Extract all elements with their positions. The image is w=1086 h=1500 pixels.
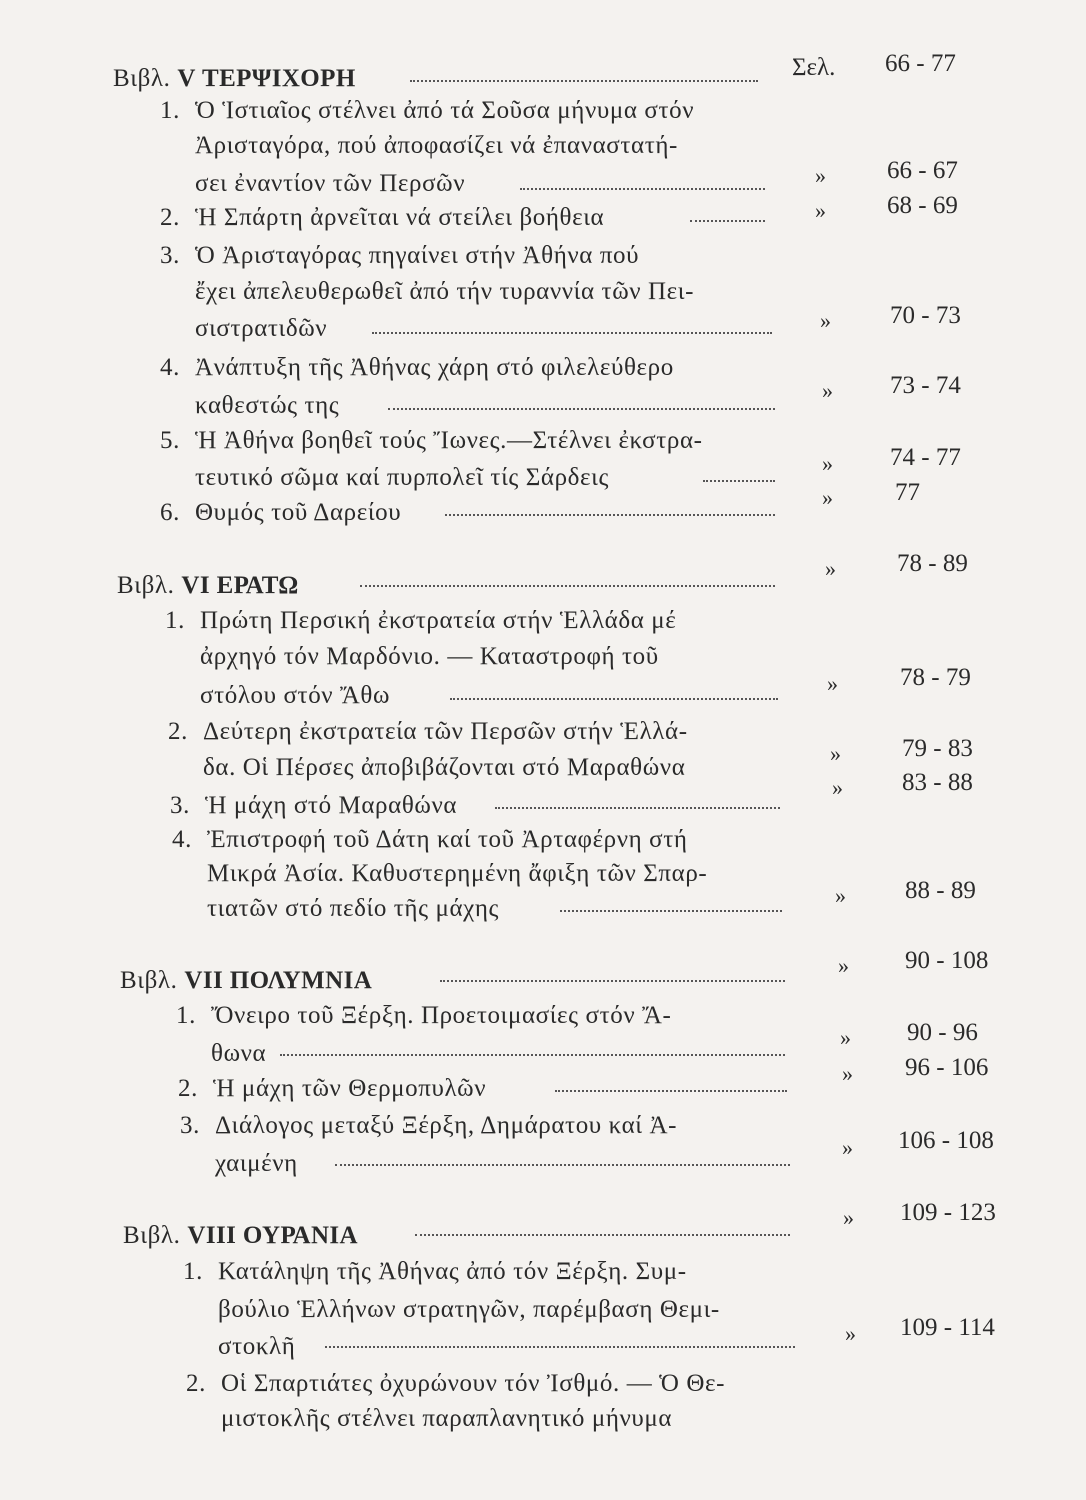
item-number: 2. bbox=[160, 204, 180, 231]
book-title: VII ΠΟΛΥΜΝΙΑ bbox=[184, 967, 373, 994]
item-pages: 66 - 67 bbox=[887, 157, 958, 184]
leader-dots bbox=[450, 688, 778, 700]
ditto-mark: » bbox=[822, 378, 833, 403]
leader-dots bbox=[560, 900, 782, 912]
book-heading bbox=[113, 63, 356, 95]
item-pages: 70 - 73 bbox=[890, 302, 961, 329]
item-number: 5. bbox=[160, 427, 180, 454]
book-prefix: Βιβλ. bbox=[117, 572, 175, 599]
sel-label: Σελ. bbox=[792, 54, 836, 81]
ditto-mark: » bbox=[825, 556, 836, 581]
ditto-mark: » bbox=[827, 671, 838, 696]
book-pages: 109 - 123 bbox=[900, 1199, 996, 1226]
leader-dots bbox=[690, 210, 765, 222]
book-pages: 66 - 77 bbox=[885, 50, 956, 77]
ditto-mark: » bbox=[820, 308, 831, 333]
item-pages: 90 - 96 bbox=[907, 1019, 978, 1046]
book-title: VIII ΟΥΡΑΝΙΑ bbox=[187, 1222, 358, 1249]
item-text-line: δα. Οἱ Πέρσες ἀποβιβάζονται στό Μαραθώνα bbox=[203, 754, 686, 781]
item-pages: 77 bbox=[895, 479, 920, 506]
item-text-line: χαιμένη bbox=[215, 1150, 298, 1177]
ditto-mark: » bbox=[815, 198, 826, 223]
leader-dots bbox=[325, 1336, 795, 1348]
item-number: 3. bbox=[160, 242, 180, 269]
item-pages: 78 - 79 bbox=[900, 664, 971, 691]
item-pages: 73 - 74 bbox=[890, 372, 961, 399]
book-prefix: Βιβλ. bbox=[120, 967, 178, 994]
book-heading bbox=[117, 570, 299, 602]
item-text-line: τευτικό σῶμα καί πυρπολεῖ τίς Σάρδεις bbox=[195, 464, 609, 491]
leader-dots bbox=[440, 970, 785, 982]
leader-dots bbox=[445, 504, 775, 516]
leader-dots bbox=[372, 322, 772, 334]
item-text-line: Δεύτερη ἐκστρατεία τῶν Περσῶν στήν Ἑλλά- bbox=[203, 718, 688, 745]
leader-dots bbox=[415, 1224, 790, 1236]
item-pages: 83 - 88 bbox=[902, 769, 973, 796]
item-text-line: θωνα bbox=[211, 1040, 267, 1067]
item-text-line: Ὁ Ἀρισταγόρας πηγαίνει στήν Ἀθήνα πού bbox=[195, 242, 640, 269]
item-pages: 79 - 83 bbox=[902, 735, 973, 762]
item-text-line: ἀρχηγό τόν Μαρδόνιο. — Καταστροφή τοῦ bbox=[200, 643, 659, 670]
ditto-mark: » bbox=[835, 883, 846, 908]
item-number: 2. bbox=[178, 1075, 198, 1102]
item-number: 3. bbox=[180, 1112, 200, 1139]
item-text-line: Πρώτη Περσική ἐκστρατεία στήν Ἑλλάδα μέ bbox=[200, 607, 677, 634]
book-pages: 78 - 89 bbox=[897, 550, 968, 577]
book-heading bbox=[120, 965, 372, 997]
leader-dots bbox=[555, 1080, 787, 1092]
item-number: 2. bbox=[168, 718, 188, 745]
book-prefix: Βιβλ. bbox=[113, 65, 171, 92]
book-prefix: Βιβλ. bbox=[123, 1222, 181, 1249]
ditto-mark: » bbox=[830, 741, 841, 766]
item-number: 2. bbox=[186, 1370, 206, 1397]
item-pages: 74 - 77 bbox=[890, 444, 961, 471]
ditto-mark: » bbox=[845, 1321, 856, 1346]
book-title: V ΤΕΡΨΙΧΟΡΗ bbox=[177, 65, 356, 92]
leader-dots bbox=[280, 1044, 785, 1056]
item-text-line: Ἀρισταγόρα, πού ἀποφασίζει νά ἐπαναστατή- bbox=[195, 132, 678, 159]
item-text-line: Κατάληψη τῆς Ἀθήνας ἀπό τόν Ξέρξη. Συμ- bbox=[218, 1258, 687, 1285]
item-text-line: Ἡ μάχη τῶν Θερμοπυλῶν bbox=[213, 1075, 487, 1102]
leader-dots bbox=[388, 398, 775, 410]
leader-dots bbox=[335, 1154, 790, 1166]
item-text-line: Διάλογος μεταξύ Ξέρξη, Δημάρατου καί Ἀ- bbox=[215, 1112, 678, 1139]
item-number: 1. bbox=[165, 607, 185, 634]
item-text-line: Ἀνάπτυξη τῆς Ἀθήνας χάρη στό φιλελεύθερο bbox=[195, 354, 674, 381]
item-pages: 68 - 69 bbox=[887, 192, 958, 219]
ditto-mark: » bbox=[842, 1061, 853, 1086]
item-text-line: Ὄνειρο τοῦ Ξέρξη. Προετοιμασίες στόν Ἄ- bbox=[211, 1002, 672, 1029]
item-text-line: στοκλῆ bbox=[218, 1333, 296, 1360]
item-pages: 106 - 108 bbox=[898, 1127, 994, 1154]
ditto-mark: » bbox=[840, 1025, 851, 1050]
item-text-line: Ἡ Σπάρτη ἀρνεῖται νά στείλει βοήθεια bbox=[195, 204, 605, 231]
book-heading bbox=[123, 1220, 358, 1252]
leader-dots bbox=[410, 70, 758, 82]
book-title: VI ΕΡΑΤΩ bbox=[181, 572, 299, 599]
item-text-line: Ὁ Ἱστιαῖος στέλνει ἀπό τά Σοῦσα μήνυμα στόν bbox=[195, 97, 695, 124]
item-text-line: Ἐπιστροφή τοῦ Δάτη καί τοῦ Ἀρταφέρνη στή bbox=[207, 826, 688, 853]
item-text-line: Μικρά Ἀσία. Καθυστερημένη ἄφιξη τῶν Σπαρ- bbox=[207, 860, 708, 887]
item-number: 6. bbox=[160, 499, 180, 526]
item-text-line: Ἡ Ἀθήνα βοηθεῖ τούς Ἴωνες.—Στέλνει ἐκστρα- bbox=[195, 427, 703, 454]
item-text-line: Θυμός τοῦ Δαρείου bbox=[195, 499, 402, 526]
ditto-mark: » bbox=[842, 1135, 853, 1160]
item-text-line: σει ἐναντίον τῶν Περσῶν bbox=[195, 170, 466, 197]
item-pages: 88 - 89 bbox=[905, 877, 976, 904]
item-number: 4. bbox=[160, 354, 180, 381]
item-text-line: ἔχει ἀπελευθερωθεῖ ἀπό τήν τυραννία τῶν Πει- bbox=[195, 278, 695, 305]
leader-dots bbox=[360, 575, 775, 587]
leader-dots bbox=[495, 797, 780, 809]
item-text-line: σιστρατιδῶν bbox=[195, 315, 328, 342]
leader-dots bbox=[520, 178, 765, 190]
ditto-mark: » bbox=[843, 1205, 854, 1230]
item-pages: 96 - 106 bbox=[905, 1054, 989, 1081]
leader-dots bbox=[703, 470, 775, 482]
item-number: 1. bbox=[160, 97, 180, 124]
item-text-line: καθεστώς της bbox=[195, 392, 340, 419]
item-number: 1. bbox=[176, 1002, 196, 1029]
item-text-line: Οἱ Σπαρτιάτες ὀχυρώνουν τόν Ἰσθμό. — Ὁ Θε- bbox=[221, 1370, 726, 1397]
ditto-mark: » bbox=[838, 953, 849, 978]
item-number: 3. bbox=[170, 792, 190, 819]
ditto-mark: » bbox=[815, 163, 826, 188]
item-text-line: μιστοκλῆς στέλνει παραπλανητικό μήνυμα bbox=[221, 1405, 673, 1432]
item-number: 4. bbox=[172, 826, 192, 853]
ditto-mark: » bbox=[822, 485, 833, 510]
ditto-mark: » bbox=[822, 451, 833, 476]
item-text-line: τιατῶν στό πεδίο τῆς μάχης bbox=[207, 895, 500, 922]
book-pages: 90 - 108 bbox=[905, 947, 989, 974]
item-number: 1. bbox=[183, 1258, 203, 1285]
item-text-line: Ἡ μάχη στό Μαραθώνα bbox=[205, 792, 458, 819]
item-pages: 109 - 114 bbox=[900, 1314, 995, 1341]
ditto-mark: » bbox=[832, 775, 843, 800]
item-text-line: βούλιο Ἑλλήνων στρατηγῶν, παρέμβαση Θεμι- bbox=[218, 1296, 720, 1323]
item-text-line: στόλου στόν Ἄθω bbox=[200, 682, 391, 709]
